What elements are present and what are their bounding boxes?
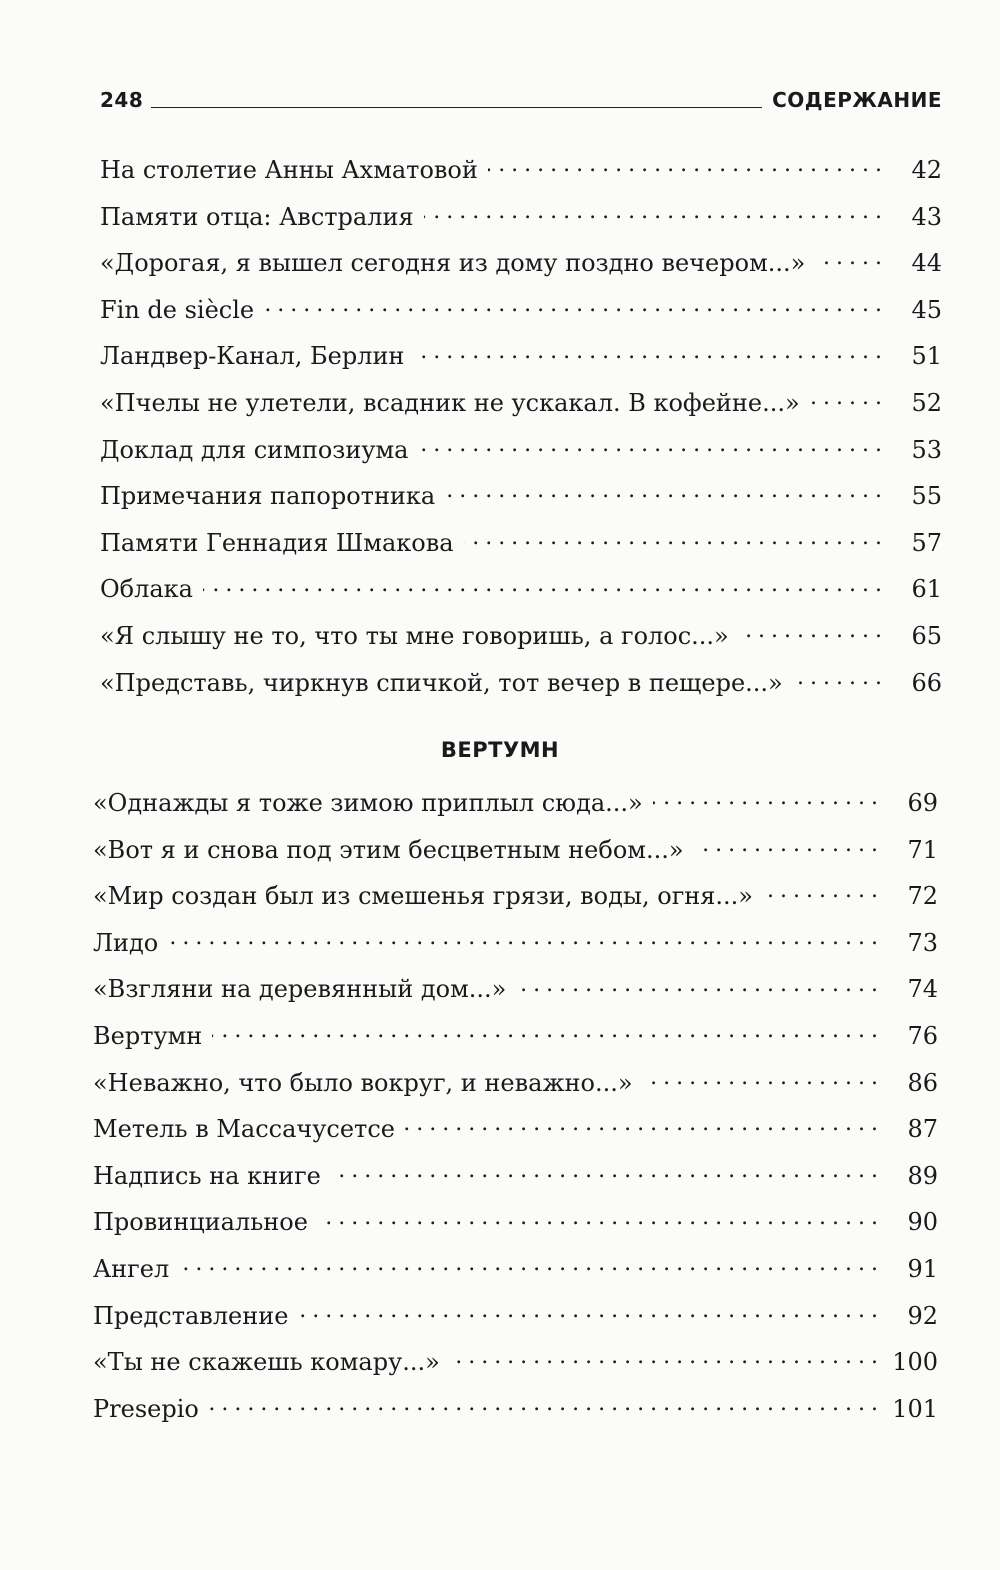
section-heading: ВЕРТУМН: [440, 738, 560, 762]
toc-entry-title: Примечания папоротника: [100, 482, 436, 511]
toc-entry: [100, 566, 942, 613]
toc-entry-title: Памяти Геннадия Шмакова: [100, 528, 454, 557]
leader-dots: [445, 486, 888, 506]
toc-entry-title: Метель в Массачусетсе: [93, 1115, 395, 1144]
toc-entry-title: «Пчелы не улетели, всадник не ускакал. В кофейне...»: [100, 388, 800, 417]
toc-entry: [93, 1199, 938, 1246]
leader-dots: [318, 1213, 884, 1233]
toc-entry-title: Провинциальное: [93, 1208, 308, 1237]
toc-entry-title: На столетие Анны Ахматовой: [100, 156, 478, 184]
toc-entry-title: Доклад для симпозиума: [100, 435, 409, 464]
toc-entry: [100, 380, 942, 427]
toc-entry: [93, 827, 938, 874]
toc-entry: [93, 1339, 938, 1386]
toc-entry: [93, 873, 938, 920]
toc-entry-page: 52: [911, 388, 942, 417]
leader-dots: [694, 840, 884, 860]
toc-entry-title: Ангел: [93, 1254, 170, 1283]
toc-entry-page: 74: [907, 975, 938, 1004]
toc-list-part2: [93, 780, 938, 1432]
toc-entry-title: Fin de siècle: [100, 295, 255, 324]
leader-dots: [203, 580, 888, 600]
toc-entry-page: 66: [911, 668, 942, 697]
toc-entry-page: 42: [911, 156, 942, 184]
leader-dots: [516, 980, 884, 1000]
leader-dots: [424, 207, 888, 227]
toc-entry-page: 101: [892, 1394, 938, 1423]
toc-entry-title: Вертумн: [93, 1021, 203, 1050]
toc-entry-page: 73: [907, 928, 938, 957]
toc-entry: [100, 427, 942, 474]
leader-dots: [815, 253, 888, 273]
toc-entry-title: «Однажды я тоже зимою приплыл сюда...»: [93, 789, 643, 817]
toc-entry-title: «Ты не скажешь комару...»: [93, 1348, 440, 1377]
toc-entry: [100, 473, 942, 520]
toc-entry: [100, 613, 942, 660]
toc-entry: [93, 1293, 938, 1340]
leader-dots: [331, 1166, 884, 1186]
leader-dots: [209, 1399, 884, 1419]
leader-dots: [653, 793, 884, 813]
toc-entry-page: 87: [907, 1115, 938, 1144]
toc-entry-page: 72: [907, 882, 938, 911]
leader-dots: [763, 886, 884, 906]
leader-dots: [488, 160, 888, 180]
toc-entry: [100, 660, 942, 707]
toc-entry: [100, 287, 942, 334]
toc-entry-page: 65: [911, 621, 942, 650]
toc-entry-title: Лидо: [93, 928, 159, 957]
leader-dots: [810, 393, 888, 413]
toc-entry-title: Presepio: [93, 1394, 199, 1423]
toc-entry-title: Представление: [93, 1301, 289, 1330]
toc-entry-page: 92: [907, 1301, 938, 1330]
toc-entry-page: 89: [907, 1161, 938, 1190]
toc-entry: [100, 240, 942, 287]
leader-dots: [793, 673, 888, 693]
running-title: СОДЕРЖАНИЕ: [772, 88, 942, 112]
toc-entry-title: Памяти отца: Австралия: [100, 202, 414, 231]
toc-entry-page: 44: [911, 249, 942, 278]
leader-dots: [418, 440, 888, 460]
toc-entry-page: 45: [911, 295, 942, 324]
toc-entry-page: 61: [911, 575, 942, 604]
toc-entry-page: 43: [911, 202, 942, 231]
toc-entry-title: «Взгляни на деревянный дом...»: [93, 975, 507, 1004]
toc-entry-title: Облака: [100, 575, 193, 604]
toc-entry-page: 100: [892, 1348, 938, 1377]
toc-list-part1: [100, 147, 942, 706]
toc-entry: [93, 920, 938, 967]
toc-entry-title: Надпись на книге: [93, 1161, 321, 1190]
toc-entry: [93, 1106, 938, 1153]
leader-dots: [212, 1026, 884, 1046]
toc-entry: [93, 1153, 938, 1200]
toc-entry: [100, 333, 942, 380]
toc-entry-title: «Представь, чиркнув спичкой, тот вечер в пещере...»: [100, 668, 783, 697]
toc-entry-page: 57: [911, 528, 942, 557]
toc-entry-title: «Вот я и снова под этим бесцветным небом...»: [93, 835, 684, 864]
toc-entry-page: 51: [911, 342, 942, 371]
toc-entry: [93, 1013, 938, 1060]
toc-entry-page: 91: [907, 1254, 938, 1283]
toc-entry-page: 76: [907, 1021, 938, 1050]
toc-entry: [100, 147, 942, 194]
page-number: 248: [100, 88, 144, 112]
leader-dots: [739, 626, 888, 646]
toc-entry: [93, 966, 938, 1013]
toc-entry-page: 90: [907, 1208, 938, 1237]
leader-dots: [264, 300, 888, 320]
leader-dots: [179, 1259, 884, 1279]
toc-entry-title: Ландвер-Канал, Берлин: [100, 342, 405, 371]
toc-entry: [93, 780, 938, 827]
page-header: [100, 82, 942, 112]
toc-entry-title: «Мир создан был из смешенья грязи, воды, огня...»: [93, 882, 753, 911]
leader-dots: [464, 533, 888, 553]
leader-dots: [298, 1306, 884, 1326]
toc-entry: [93, 1386, 938, 1433]
toc-entry-title: «Неважно, что было вокруг, и неважно...»: [93, 1068, 633, 1097]
toc-entry: [100, 520, 942, 567]
toc-entry-page: 55: [911, 482, 942, 511]
leader-dots: [405, 1119, 884, 1139]
toc-entry: [93, 1060, 938, 1107]
toc-entry-page: 71: [907, 835, 938, 864]
toc-entry: [93, 1246, 938, 1293]
toc-entry-page: 69: [907, 789, 938, 817]
toc-entry-title: «Дорогая, я вышел сегодня из дому поздно вечером...»: [100, 249, 806, 278]
toc-entry-page: 86: [907, 1068, 938, 1097]
leader-dots: [168, 933, 884, 953]
leader-dots: [414, 347, 888, 367]
leader-dots: [450, 1352, 884, 1372]
toc-entry-page: 53: [911, 435, 942, 464]
leader-dots: [643, 1073, 884, 1093]
toc-entry: [100, 194, 942, 241]
toc-entry-title: «Я слышу не то, что ты мне говоришь, а голос...»: [100, 621, 729, 650]
header-rule: [151, 107, 762, 108]
